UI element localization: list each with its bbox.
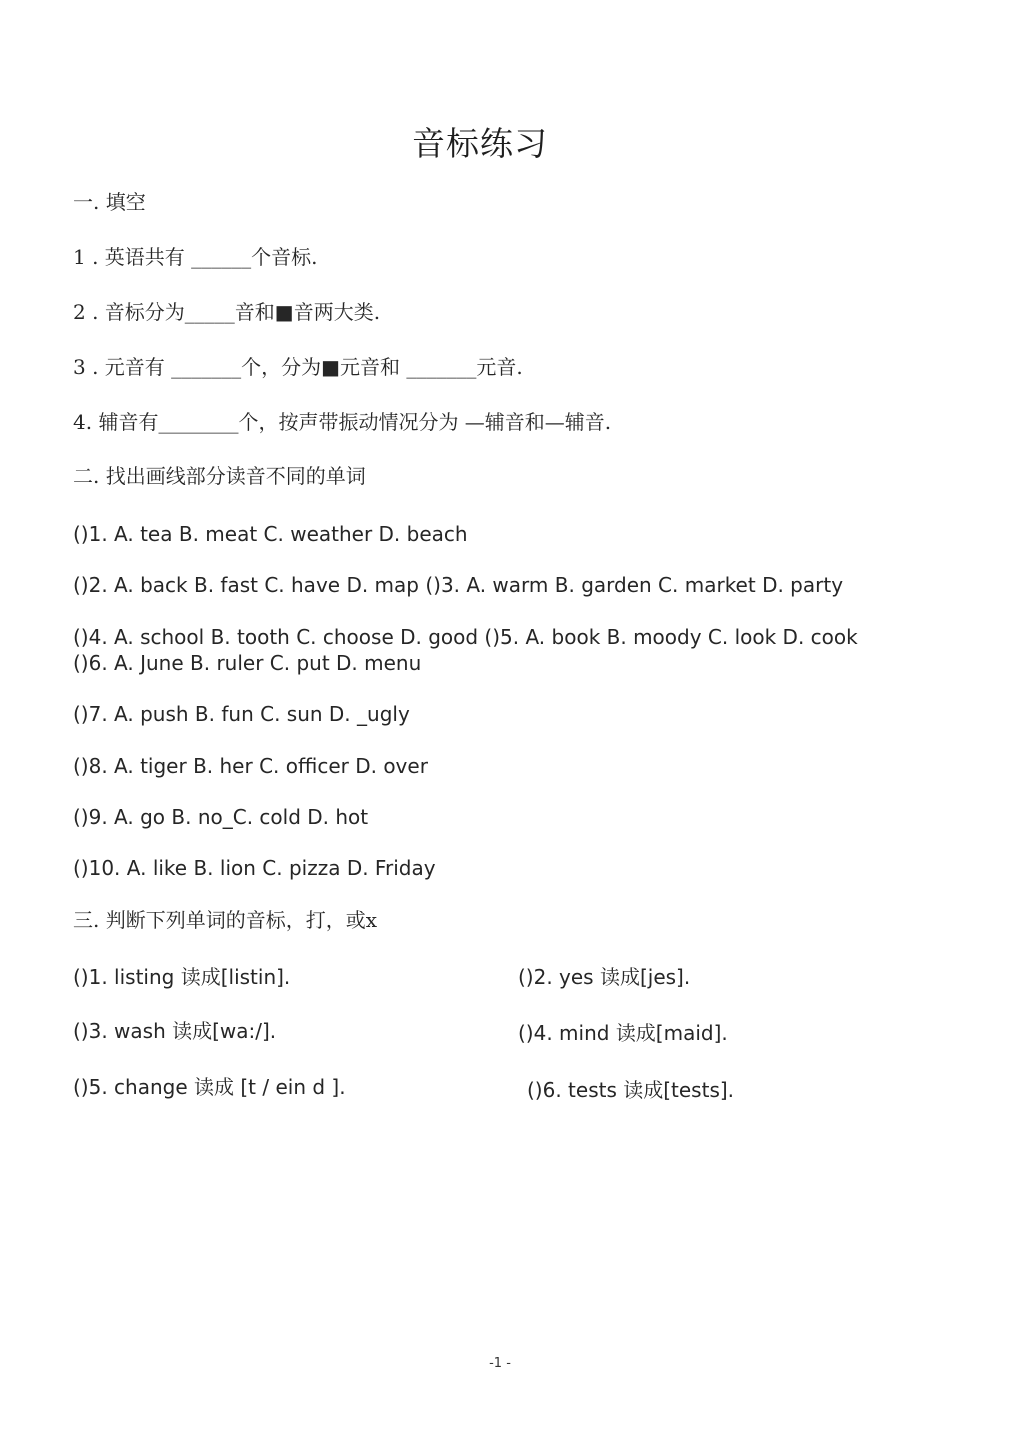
choice-question-line-7: ()9. A. go B. no_C. cold D. hot: [73, 805, 369, 829]
judge-item-5: ()5. change 读成 [t / ein d ].: [73, 1075, 346, 1099]
judge-item-1: ()1. listing 读成[listin].: [73, 965, 291, 989]
choice-question-line-2: ()2. A. back B. fast C. have D. map ()3. A. warm B. garden C. market D. party: [73, 573, 844, 597]
section1-heading: 一. 填空: [73, 190, 146, 214]
judge-item-6: ()6. tests 读成[tests].: [527, 1078, 735, 1102]
judge-item-4: ()4. mind 读成[maid].: [518, 1021, 728, 1045]
choice-question-line-8: ()10. A. like B. lion C. pizza D. Friday: [73, 856, 436, 880]
choice-question-line-5: ()7. A. push B. fun C. sun D. _ugly: [73, 702, 410, 726]
page-number: -1 -: [489, 1356, 511, 1371]
fill-question-2: 2 . 音标分为_____音和■音两大类.: [73, 300, 381, 324]
judge-item-3: ()3. wash 读成[wa:/].: [73, 1019, 277, 1043]
fill-question-1: 1 . 英语共有 ______个音标.: [73, 245, 318, 269]
choice-question-line-3: ()4. A. school B. tooth C. choose D. good ()5. A. book B. moody C. look D. cook: [73, 625, 858, 649]
choice-question-line-4: ()6. A. June B. ruler C. put D. menu: [73, 651, 422, 675]
page-title: 音标练习: [412, 124, 548, 163]
section2-heading: 二. 找出画线部分读音不同的单词: [73, 464, 366, 488]
choice-question-line-1: ()1. A. tea B. meat C. weather D. beach: [73, 522, 468, 546]
fill-question-3: 3 . 元音有 _______个，分为■元音和 _______元音.: [73, 355, 523, 379]
choice-question-line-6: ()8. A. tiger B. her C. officer D. over: [73, 754, 428, 778]
judge-item-2: ()2. yes 读成[jes].: [518, 965, 691, 989]
fill-question-4: 4. 辅音有________个，按声带振动情况分为 —辅音和—辅音.: [73, 410, 612, 434]
section3-heading: 三. 判断下列单词的音标，打，或x: [73, 908, 377, 932]
